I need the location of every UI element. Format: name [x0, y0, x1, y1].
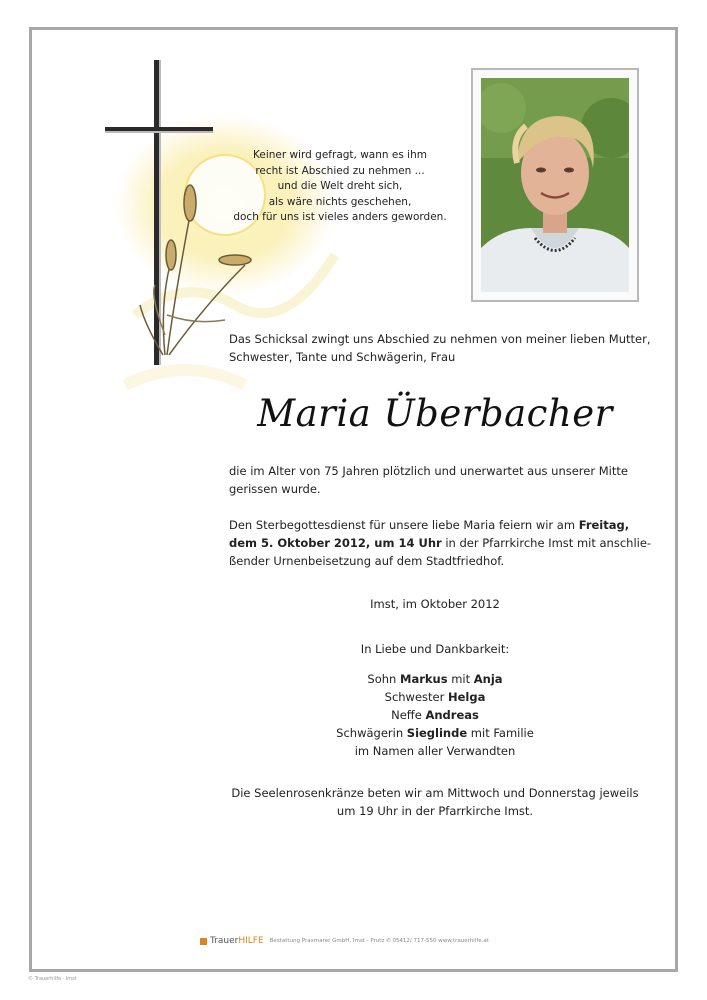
text-line: die im Alter von 75 Jahren plötzlich und unerwartet aus unserer Mitte [229, 464, 628, 478]
portrait-photo [471, 68, 639, 302]
memorial-quote [220, 148, 460, 226]
place-date: Imst, im Oktober 2012 [370, 597, 500, 611]
text-line: gerissen wurde. [229, 482, 321, 496]
service-date-time: dem 5. Oktober 2012, um 14 Uhr [229, 536, 442, 550]
trauerhilfe-logo-icon [200, 938, 207, 945]
text-line: Das Schicksal zwingt uns Abschied zu nehmen von meiner lieben Mutter, [229, 332, 651, 346]
rosary-paragraph [229, 784, 641, 820]
copyright-note: © Trauerhilfe · Imst [28, 976, 77, 982]
deceased-name: Maria Überbacher [257, 392, 613, 435]
portrait-image [481, 78, 629, 292]
mourner-row: im Namen aller Verwandten [354, 744, 516, 758]
service-paragraph [229, 516, 652, 570]
text-line: ßender Urnenbeisetzung auf dem Stadtfriedhof. [229, 554, 505, 568]
brand-name: Trauer [210, 936, 239, 946]
quote-line: und die Welt dreht sich, [277, 180, 403, 192]
mourner-row: Schwägerin Sieglinde mit Familie [336, 726, 534, 740]
text-line: Schwester, Tante und Schwägerin, Frau [229, 350, 456, 364]
footer-imprint [200, 934, 520, 948]
footer-info: Bestattung Praxmarer GmbH, Imst - Prutz ✆ 05412/ 717-550 www.trauerhilfe.at [269, 938, 489, 944]
intro-paragraph [229, 330, 651, 366]
text-line: Die Seelenrosenkränze beten wir am Mittwoch und Donnerstag jeweils [231, 786, 639, 800]
text-line [229, 534, 652, 552]
quote-line: doch für uns ist vieles anders geworden. [233, 211, 447, 223]
mourner-row: Sohn Markus mit Anja [367, 672, 503, 686]
quote-line: Keiner wird gefragt, wann es ihm [253, 149, 427, 161]
quote-line: recht ist Abschied zu nehmen ... [255, 164, 425, 177]
gratitude-line: In Liebe und Dankbarkeit: [360, 642, 510, 656]
service-text: in der Pfarrkirche Imst mit anschlie- [441, 536, 652, 550]
brand-name-accent: HILFE [238, 936, 264, 946]
death-paragraph [229, 462, 641, 498]
service-day: Freitag, [578, 518, 630, 532]
text-line [229, 516, 641, 534]
quote-line: als wäre nichts geschehen, [268, 195, 412, 208]
mourner-row: Schwester Helga [384, 690, 486, 704]
mourners-list [229, 670, 641, 760]
text-line: um 19 Uhr in der Pfarrkirche Imst. [336, 804, 534, 818]
service-text: Den Sterbegottesdienst für unsere liebe Maria feiern wir am [229, 518, 579, 532]
mourner-row: Neffe Andreas [391, 708, 479, 722]
